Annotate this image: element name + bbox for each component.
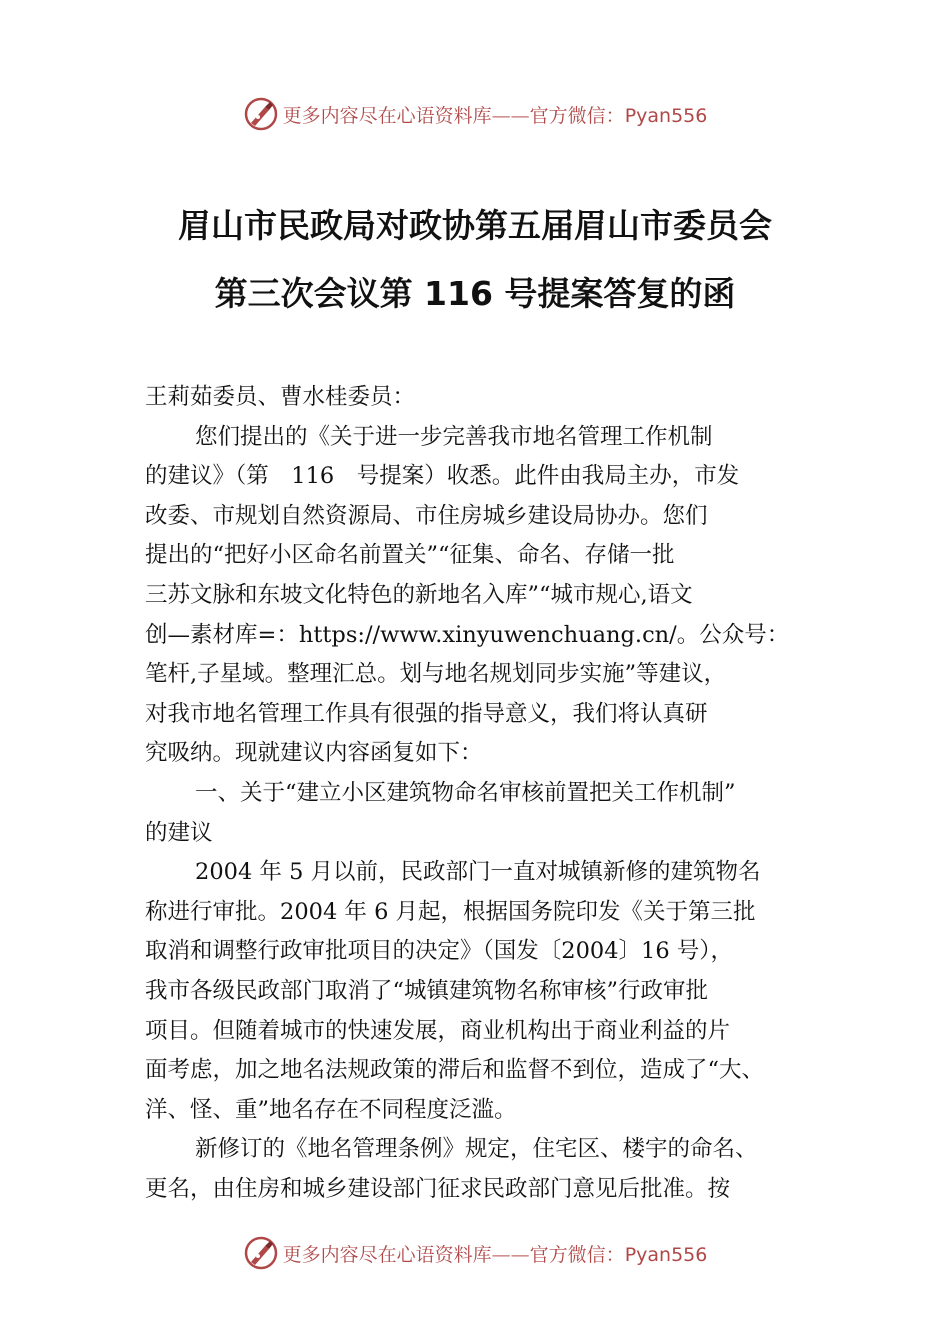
section-heading-cont: 的建议 — [145, 819, 213, 846]
banner-wechat-id: Pyan556 — [624, 1243, 708, 1266]
section-heading: 一、关于“建立小区建筑物命名审核前置把关工作机制” — [195, 779, 736, 806]
body-line: 对我市地名管理工作具有很强的指导意义，我们将认真研 — [145, 700, 708, 727]
document-title-line-2: 第三次会议第 116 号提案答复的函 — [214, 274, 736, 313]
banner-text — [283, 101, 708, 128]
body-line: 提出的“把好小区命名前置关”“征集、命名、存储一批 — [145, 542, 675, 569]
banner-main-text: 更多内容尽在心语资料库 — [282, 104, 492, 127]
banner-wechat-id: Pyan556 — [624, 104, 708, 127]
body-line: 的建议》（第 116 号提案）收悉。此件由我局主办，市发 — [145, 463, 740, 490]
header-banner — [0, 94, 950, 134]
body-line: 究吸纳。现就建议内容函复如下： — [145, 740, 483, 767]
body-line: 新修订的《地名管理条例》规定，住宅区、楼宇的命名、 — [195, 1136, 758, 1163]
body-line: 洋、怪、重”地名存在不同程度泛滥。 — [145, 1096, 517, 1123]
body-line: 面考虑，加之地名法规政策的滞后和监督不到位，造成了“大、 — [145, 1057, 765, 1084]
banner-wechat-label: 官方微信： — [529, 1243, 625, 1266]
banner-main-text: 更多内容尽在心语资料库 — [282, 1243, 492, 1266]
banner-dash: —— — [491, 104, 530, 127]
pen-logo-icon — [243, 96, 279, 132]
body-line: 改委、市规划自然资源局、市住房城乡建设局协办。您们 — [145, 502, 708, 529]
document-title-line-1: 眉山市民政局对政协第五届眉山市委员会 — [178, 206, 772, 245]
footer-banner — [0, 1233, 950, 1273]
body-line: 三苏文脉和东坡文化特色的新地名入库”“城市规心,语文 — [145, 581, 693, 608]
body-line: 您们提出的《关于进一步完善我市地名管理工作机制 — [195, 423, 713, 450]
body-line: 更名，由住房和城乡建设部门征求民政部门意见后批准。按 — [145, 1175, 731, 1202]
body-line: 我市各级民政部门取消了“城镇建筑物名称审核”行政审批 — [145, 977, 709, 1004]
salutation: 王莉茹委员、曹水桂委员： — [145, 384, 416, 410]
body-line: 取消和调整行政审批项目的决定》（国发〔2004〕16 号）， — [145, 938, 734, 965]
body-line: 创—素材库=：https://www.xinyuwenchuang.cn/。公众号： — [145, 621, 790, 648]
banner-dash: —— — [491, 1243, 530, 1266]
banner-wechat-label: 官方微信： — [529, 104, 625, 127]
body-line: 笔杆,子星域。整理汇总。划与地名规划同步实施”等建议， — [145, 661, 727, 688]
document-body — [145, 378, 815, 1209]
body-line: 2004 年 5 月以前，民政部门一直对城镇新修的建筑物名 — [195, 859, 761, 886]
banner-text — [283, 1240, 708, 1267]
pen-logo-icon — [243, 1235, 279, 1271]
body-line: 称进行审批。2004 年 6 月起，根据国务院印发《关于第三批 — [145, 898, 756, 925]
body-line: 项目。但随着城市的快速发展，商业机构出于商业利益的片 — [145, 1017, 731, 1044]
